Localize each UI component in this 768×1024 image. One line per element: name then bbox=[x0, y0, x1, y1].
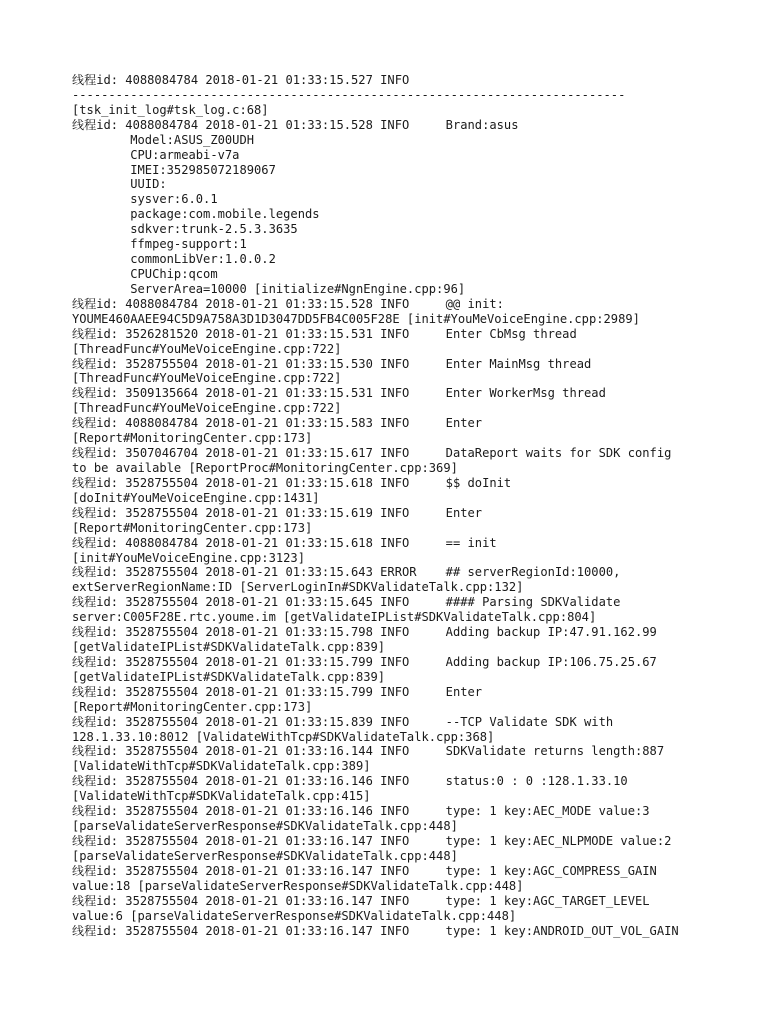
log-line-error: 线程id: 3528755504 2018-01-21 01:33:15.643 ERROR ## serverRegionId:10000, bbox=[72, 565, 621, 580]
log-line: [ThreadFunc#YouMeVoiceEngine.cpp:722] bbox=[72, 341, 342, 356]
log-line: 线程id: 4088084784 2018-01-21 01:33:15.528 INFO @@ init: bbox=[72, 296, 504, 311]
log-line: 线程id: 3528755504 2018-01-21 01:33:15.839 INFO --TCP Validate SDK with bbox=[72, 714, 614, 729]
log-line: IMEI:352985072189067 bbox=[72, 162, 276, 177]
log-line: ffmpeg-support:1 bbox=[72, 237, 247, 252]
log-line: 线程id: 4088084784 2018-01-21 01:33:15.618 INFO == init bbox=[72, 535, 497, 550]
log-line: [ValidateWithTcp#SDKValidateTalk.cpp:415] bbox=[72, 789, 371, 804]
log-line: [ValidateWithTcp#SDKValidateTalk.cpp:389] bbox=[72, 759, 371, 774]
log-line: YOUME460AAEE94C5D9A758A3D1D3047DD5FB4C005F28E [init#YouMeVoiceEngine.cpp:2989] bbox=[72, 311, 640, 326]
log-line: [Report#MonitoringCenter.cpp:173] bbox=[72, 431, 313, 446]
log-line: [parseValidateServerResponse#SDKValidateTalk.cpp:448] bbox=[72, 819, 458, 834]
log-line: value:18 [parseValidateServerResponse#SDKValidateTalk.cpp:448] bbox=[72, 878, 524, 893]
log-line: UUID: bbox=[72, 177, 167, 192]
log-line: server:C005F28E.rtc.youme.im [getValidateIPList#SDKValidateTalk.cpp:804] bbox=[72, 610, 597, 625]
log-line: ServerArea=10000 [initialize#NgnEngine.cpp:96] bbox=[72, 281, 466, 296]
log-line: 线程id: 3528755504 2018-01-21 01:33:16.144 INFO SDKValidate returns length:887 bbox=[72, 744, 665, 759]
log-line: [Report#MonitoringCenter.cpp:173] bbox=[72, 520, 313, 535]
log-line: CPUChip:qcom bbox=[72, 266, 218, 281]
log-line: [Report#MonitoringCenter.cpp:173] bbox=[72, 699, 313, 714]
log-line: 线程id: 3528755504 2018-01-21 01:33:16.147 INFO type: 1 key:AEC_NLPMODE value:2 bbox=[72, 834, 672, 849]
log-line: [ThreadFunc#YouMeVoiceEngine.cpp:722] bbox=[72, 401, 342, 416]
log-line: 线程id: 3528755504 2018-01-21 01:33:16.146 INFO type: 1 key:AEC_MODE value:3 bbox=[72, 804, 650, 819]
log-line: [getValidateIPList#SDKValidateTalk.cpp:839] bbox=[72, 640, 386, 655]
log-line: [ThreadFunc#YouMeVoiceEngine.cpp:722] bbox=[72, 371, 342, 386]
log-line: [tsk_init_log#tsk_log.c:68] bbox=[72, 102, 269, 117]
log-line: 线程id: 3528755504 2018-01-21 01:33:15.530 INFO Enter MainMsg thread bbox=[72, 356, 592, 371]
log-line: 线程id: 3526281520 2018-01-21 01:33:15.531 INFO Enter CbMsg thread bbox=[72, 326, 577, 341]
log-line: [init#YouMeVoiceEngine.cpp:3123] bbox=[72, 550, 305, 565]
log-line: package:com.mobile.legends bbox=[72, 207, 320, 222]
log-line: 线程id: 3528755504 2018-01-21 01:33:15.799 INFO Enter bbox=[72, 684, 483, 699]
log-line: 128.1.33.10:8012 [ValidateWithTcp#SDKValidateTalk.cpp:368] bbox=[72, 729, 495, 744]
log-line: CPU:armeabi-v7a bbox=[72, 147, 240, 162]
log-line: [getValidateIPList#SDKValidateTalk.cpp:839] bbox=[72, 669, 386, 684]
log-line: 线程id: 3509135664 2018-01-21 01:33:15.531 INFO Enter WorkerMsg thread bbox=[72, 386, 606, 401]
log-line: commonLibVer:1.0.0.2 bbox=[72, 252, 276, 267]
log-line: 线程id: 3528755504 2018-01-21 01:33:16.147 INFO type: 1 key:AGC_COMPRESS_GAIN bbox=[72, 863, 657, 878]
log-line: extServerRegionName:ID [ServerLoginIn#SDKValidateTalk.cpp:132] bbox=[72, 580, 524, 595]
log-line: 线程id: 4088084784 2018-01-21 01:33:15.527 INFO bbox=[72, 73, 410, 87]
log-line: sdkver:trunk-2.5.3.3635 bbox=[72, 222, 298, 237]
log-line: to be available [ReportProc#MonitoringCenter.cpp:369] bbox=[72, 460, 458, 475]
log-line: Model:ASUS_Z00UDH bbox=[72, 132, 255, 147]
log-line: 线程id: 4088084784 2018-01-21 01:33:15.528 INFO Brand:asus bbox=[72, 117, 519, 132]
log-line: 线程id: 3528755504 2018-01-21 01:33:15.619 INFO Enter bbox=[72, 505, 483, 520]
log-line: sysver:6.0.1 bbox=[72, 192, 218, 207]
log-line: [parseValidateServerResponse#SDKValidateTalk.cpp:448] bbox=[72, 848, 458, 863]
log-line: 线程id: 3528755504 2018-01-21 01:33:16.147 INFO type: 1 key:ANDROID_OUT_VOL_GAIN bbox=[72, 923, 679, 938]
log-line: 线程id: 3528755504 2018-01-21 01:33:16.146 INFO status:0 : 0 :128.1.33.10 bbox=[72, 774, 628, 789]
log-document bbox=[72, 73, 752, 938]
log-line: [doInit#YouMeVoiceEngine.cpp:1431] bbox=[72, 490, 320, 505]
log-line: 线程id: 3528755504 2018-01-21 01:33:15.798 INFO Adding backup IP:47.91.162.99 bbox=[72, 625, 657, 640]
log-line: 线程id: 3507046704 2018-01-21 01:33:15.617 INFO DataReport waits for SDK config bbox=[72, 446, 672, 461]
log-line: 线程id: 3528755504 2018-01-21 01:33:15.645 INFO #### Parsing SDKValidate bbox=[72, 595, 621, 610]
log-separator: ---------------------------------------------------------------------------- bbox=[72, 87, 626, 102]
log-line: value:6 [parseValidateServerResponse#SDKValidateTalk.cpp:448] bbox=[72, 908, 517, 923]
log-line: 线程id: 4088084784 2018-01-21 01:33:15.583 INFO Enter bbox=[72, 416, 483, 431]
log-line: 线程id: 3528755504 2018-01-21 01:33:15.799 INFO Adding backup IP:106.75.25.67 bbox=[72, 654, 657, 669]
log-line: 线程id: 3528755504 2018-01-21 01:33:16.147 INFO type: 1 key:AGC_TARGET_LEVEL bbox=[72, 893, 650, 908]
log-line: 线程id: 3528755504 2018-01-21 01:33:15.618 INFO $$ doInit bbox=[72, 475, 512, 490]
